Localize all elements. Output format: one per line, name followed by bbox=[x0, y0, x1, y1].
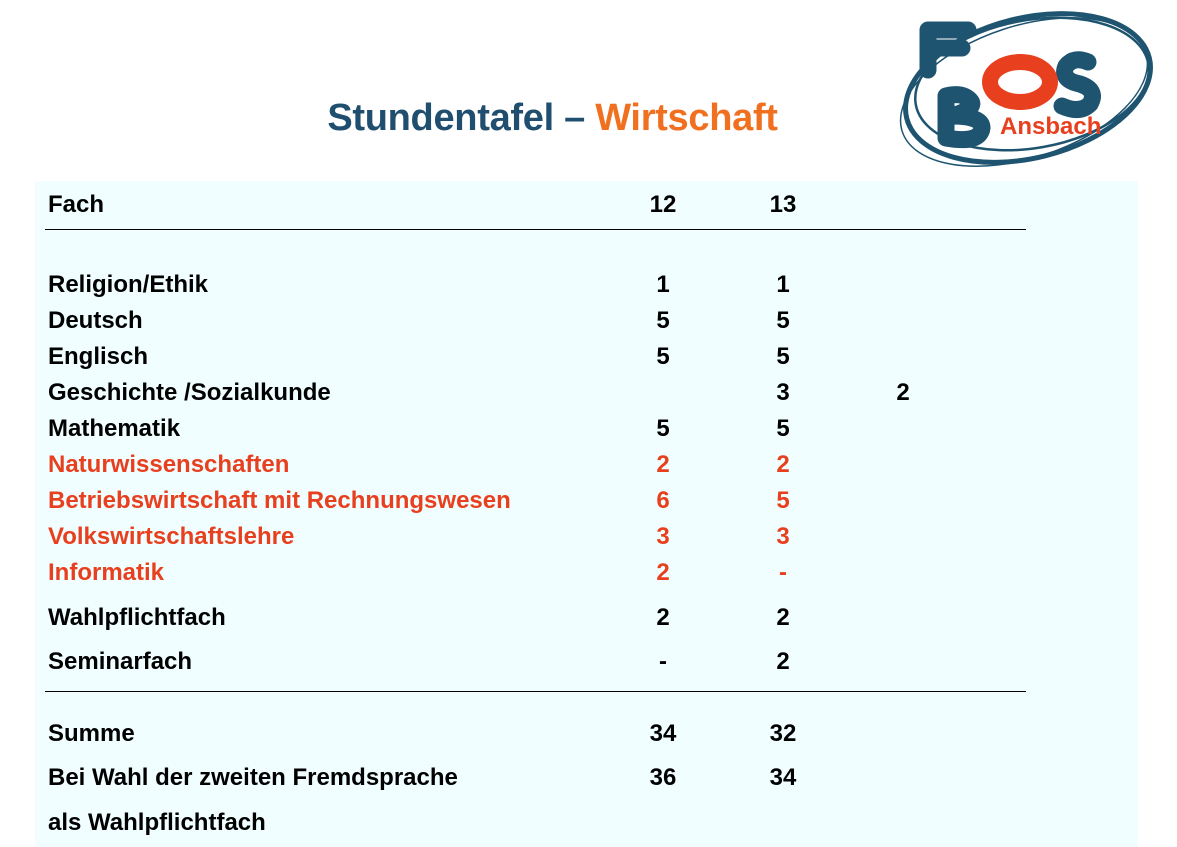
totals-value-12: 36 bbox=[649, 764, 677, 791]
totals-label: als Wahlpflichtfach bbox=[48, 809, 266, 836]
header-subject: Fach bbox=[48, 191, 105, 218]
row-value-13: 5 bbox=[776, 487, 790, 514]
table-row bbox=[48, 375, 1048, 411]
row-value-12: 2 bbox=[656, 451, 670, 478]
fos-bos-ansbach-logo bbox=[890, 0, 1160, 170]
table-row bbox=[48, 483, 1048, 519]
row-value-13: 3 bbox=[776, 379, 790, 406]
logo-text: Ansbach bbox=[1000, 113, 1102, 140]
totals-label: Summe bbox=[48, 720, 135, 747]
totals-row bbox=[48, 716, 1048, 752]
row-subject: Mathematik bbox=[48, 415, 181, 442]
row-value-extra: 2 bbox=[896, 379, 910, 406]
row-value-12: 3 bbox=[656, 523, 670, 550]
header-col-13: 13 bbox=[769, 191, 797, 218]
row-subject: Seminarfach bbox=[48, 648, 193, 675]
row-value-13: 2 bbox=[776, 451, 790, 478]
totals-row bbox=[48, 760, 1048, 796]
table-row bbox=[48, 555, 1048, 591]
totals-label: Bei Wahl der zweiten Fremdsprache bbox=[48, 764, 458, 791]
row-subject: Englisch bbox=[48, 343, 149, 370]
row-value-13: 5 bbox=[776, 307, 790, 334]
row-value-13: 2 bbox=[776, 648, 790, 675]
row-value-12: 5 bbox=[656, 415, 670, 442]
totals-value-13: 34 bbox=[769, 764, 797, 791]
table-header-row bbox=[48, 187, 1048, 223]
row-value-12: 1 bbox=[656, 271, 670, 298]
row-subject: Wahlpflichtfach bbox=[48, 604, 226, 631]
totals-value-13: 32 bbox=[769, 720, 797, 747]
table-row bbox=[48, 600, 1048, 636]
totals-divider bbox=[45, 691, 1026, 692]
row-value-12: 5 bbox=[656, 307, 670, 334]
table-row bbox=[48, 447, 1048, 483]
row-value-12: 5 bbox=[656, 343, 670, 370]
title-part-2: Wirtschaft bbox=[595, 97, 778, 139]
title-part-1: Stundentafel – bbox=[327, 97, 596, 139]
row-value-13: 5 bbox=[776, 343, 790, 370]
row-subject: Betriebswirtschaft mit Rechnungswesen bbox=[48, 487, 511, 514]
table-row bbox=[48, 303, 1048, 339]
row-value-13: 3 bbox=[776, 523, 790, 550]
header-col-12: 12 bbox=[649, 191, 677, 218]
row-subject: Volkswirtschaftslehre bbox=[48, 523, 295, 550]
row-subject: Religion/Ethik bbox=[48, 271, 209, 298]
table-row bbox=[48, 411, 1048, 447]
row-value-13: - bbox=[779, 559, 787, 586]
row-value-13: 2 bbox=[776, 604, 790, 631]
row-subject: Deutsch bbox=[48, 307, 143, 334]
table-row bbox=[48, 644, 1048, 680]
row-value-13: 5 bbox=[776, 415, 790, 442]
row-subject: Naturwissenschaften bbox=[48, 451, 290, 478]
totals-row bbox=[48, 805, 1048, 841]
row-subject: Informatik bbox=[48, 559, 165, 586]
row-value-13: 1 bbox=[776, 271, 790, 298]
totals-value-12: 34 bbox=[649, 720, 677, 747]
table-row bbox=[48, 267, 1048, 303]
row-value-12: - bbox=[659, 648, 667, 675]
row-subject: Geschichte /Sozialkunde bbox=[48, 379, 331, 406]
row-value-12: 6 bbox=[656, 487, 670, 514]
row-value-12: 2 bbox=[656, 604, 670, 631]
table-row bbox=[48, 519, 1048, 555]
header-divider bbox=[45, 229, 1026, 230]
table-row bbox=[48, 339, 1048, 375]
row-value-12: 2 bbox=[656, 559, 670, 586]
